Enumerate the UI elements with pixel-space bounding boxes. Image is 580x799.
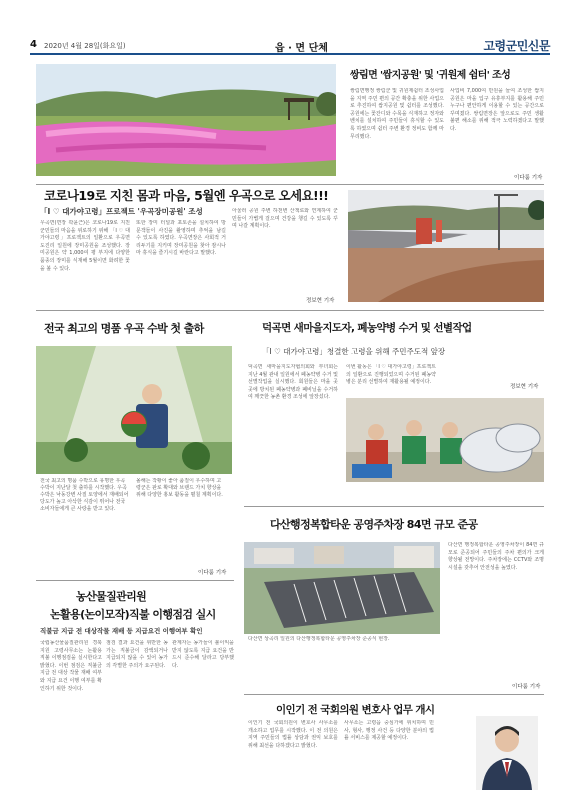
story-watermelon-col2: 올해는 작황이 좋아 품질이 우수하며 고령군은 판로 확대와 브랜드 가치 향상을 위해 다양한 홍보 활동을 펼칠 계획이다. [136, 478, 223, 498]
story-subsidy-title: 농산물질관리원 [76, 590, 147, 603]
banner-byline: 정보현 기자 [306, 298, 335, 304]
story-pesticide-title: 덕곡면 새마을지도자, 폐농약병 수거 및 선별작업 [262, 322, 472, 334]
story-ssangnim-byline: 이다룸 기자 [514, 175, 543, 181]
pesticide-collection-photo [346, 398, 544, 482]
banner-col3: 아울러 공원 주변 하천변 산책로와 연계하여 군민들이 가볍게 걸으며 건강을 챙길 수 있도록 꾸며 나갈 계획이다. [232, 208, 338, 230]
story-lawyer-col2: 사무소는 고령읍 중심가에 위치하며 민사, 형사, 행정 사건 등 다양한 분야의 법률 서비스를 제공할 예정이다. [344, 720, 434, 742]
story-subsidy-title2: 논활용(논이모작)직불 이행점검 실시 [50, 608, 216, 621]
story-ssangnim-col2: 사업비 7,000여 만원을 들여 조성한 쌈지공원은 마을 입구 유휴부지를 활용해 주민 누구나 편안하게 이용할 수 있는 공간으로 꾸며졌다. 쌍림면장은 앞으로도 주민 생활 불편 해소를 위해 적극 노력하겠다고 말했다. [450, 88, 544, 132]
section-title: 읍 · 면 단체 [275, 43, 328, 54]
divider [244, 506, 544, 507]
divider [36, 580, 234, 581]
divider [244, 694, 544, 695]
story-watermelon-byline: 이다룸 기자 [198, 570, 227, 576]
portrait-photo [476, 716, 538, 790]
divider [36, 184, 544, 185]
issue-date: 2020년 4월 28일(화요일) [44, 42, 126, 50]
divider [36, 310, 544, 311]
story-lawyer-title: 이인기 전 국회의원 변호사 업무 개시 [276, 704, 435, 716]
banner-subtitle: 「I ♡ 대가야고령」프로젝트 '우곡장미공원' 조성 [40, 207, 203, 216]
banner-col1: 우곡면(면장 곽윤근)은 코로나19로 지친 군민들의 마음을 위로하기 위해 「I ♡ 대가야고령」프로젝트의 일환으로 우곡면 도진리 일원에 장미공원을 조성했다. 장미공원은 약 1,000여 평 부지에 다양한 품종의 장미를 식재해 5월이면 화려한 꽃을 볼 수 있다. [40, 220, 130, 272]
story-subsidy-col2: 점검 결과 요건을 위반한 농가는 직불금이 감액되거나 지급되지 않을 수 있어 농가의 각별한 주의가 요구된다. [106, 640, 168, 669]
story-parking-caption: 다산면 상곡리 일원의 다산행정복합타운 공영주차장 준공식 현장. [248, 636, 390, 642]
watermelon-farmer-photo [36, 346, 232, 474]
story-watermelon-col1: 전국 최고의 명품 수박으로 유명한 우곡 수박이 지난달 첫 출하를 시작했다. 우곡 수박은 낙동강변 사질 토양에서 재배되어 당도가 높고 아삭한 식감이 뛰어나 전국 소비자들에게 큰 사랑을 받고 있다. [40, 478, 129, 512]
story-ssangnim-col1: 쌍림면행정 쌍림군 및 귀원제쉼터 조성사업을 지역 주민 편의 공간 확충을 위한 사업으로 추진하여 쌈지공원 및 쉼터를 조성했다. 공원에는 꽃잔디와 수목을 식재하고 정자와 벤치를 설치하여 주민들이 휴식할 수 있도록 하였으며 쉼터 주변 환경 정비도 함께 마무리했다. [350, 88, 444, 140]
banner-col2: 또한 장미 터널과 포토존을 설치하여 방문객들이 사진을 촬영하며 추억을 남길 수 있도록 하였다. 우곡면장은 사회적 거리두기를 지키며 장미공원을 찾아 잠시나마 휴식을 즐기시길 바란다고 말했다. [136, 220, 226, 257]
story-pesticide-col2: 이번 활동은 「I ♡ 대가야고령」프로젝트의 일환으로 진행되었으며 수거된 폐농약병은 분리 선별하여 재활용될 예정이다. [346, 364, 436, 386]
story-pesticide-col1: 덕곡면 새마을지도자협의회와 부녀회는 지난 4월 관내 일원에서 폐농약병 수거 및 선별작업을 실시했다. 회원들은 마을 곳곳에 방치된 폐농약병과 폐비닐을 수거하여 깨끗한 농촌 환경 조성에 앞장섰다. [248, 364, 338, 401]
story-pesticide-byline: 정보현 기자 [510, 384, 539, 390]
road-construction-photo [348, 190, 544, 302]
story-lawyer-col1: 이인기 전 국회의원이 변호사 사무소를 개소하고 업무를 시작했다. 이 전 의원은 지역 주민들의 법률 상담과 권익 보호를 위해 최선을 다하겠다고 밝혔다. [248, 720, 338, 749]
story-pesticide-subtitle: 「I ♡ 대가야고령」청결한 고령을 위해 주민주도적 앞장 [262, 347, 446, 356]
page-number: 4 [30, 39, 37, 50]
story-watermelon-title: 전국 최고의 명품 우곡 수박 첫 출하 [44, 322, 204, 335]
story-parking-byline: 이다룸 기자 [512, 684, 541, 690]
parking-lot-aerial-photo [244, 542, 440, 634]
story-subsidy-col1: 국립농산물품질관리원 경북지원 고령사무소는 논활용 직불 이행점검을 실시한다고 밝혔다. 이번 점검은 직불금 지급 전 대상 작물 재배 여부와 지급 요건 이행 여부를 확인하기 위한 것이다. [40, 640, 102, 692]
story-subsidy-subtitle: 직불금 지급 전 대상작물 재배 등 지급요건 이행여부 확인 [40, 627, 203, 635]
story-parking-title: 다산행정복합타운 공영주차장 84면 규모 준공 [270, 518, 478, 531]
flower-park-photo [36, 64, 336, 176]
story-parking-col1: 다산면 행정복합타운 공영주차장이 84면 규모로 준공되어 주민들의 주차 편의가 크게 향상될 전망이다. 주차장에는 CCTV와 조명 시설을 갖추어 안전성을 높였다. [448, 542, 544, 571]
story-subsidy-col3: 관계자는 농가들이 불이익을 받지 않도록 지급 요건을 반드시 준수해 달라고 당부했다. [172, 640, 234, 669]
story-ssangnim-title: 쌍림면 '쌈지공원' 및 '귀원제 쉼터' 조성 [350, 70, 511, 81]
banner-title: 코로나19로 지친 몸과 마음, 5월엔 우곡으로 오세요!!! [44, 188, 329, 203]
masthead: 고령군민신문 [483, 39, 550, 53]
page-header [30, 37, 550, 55]
